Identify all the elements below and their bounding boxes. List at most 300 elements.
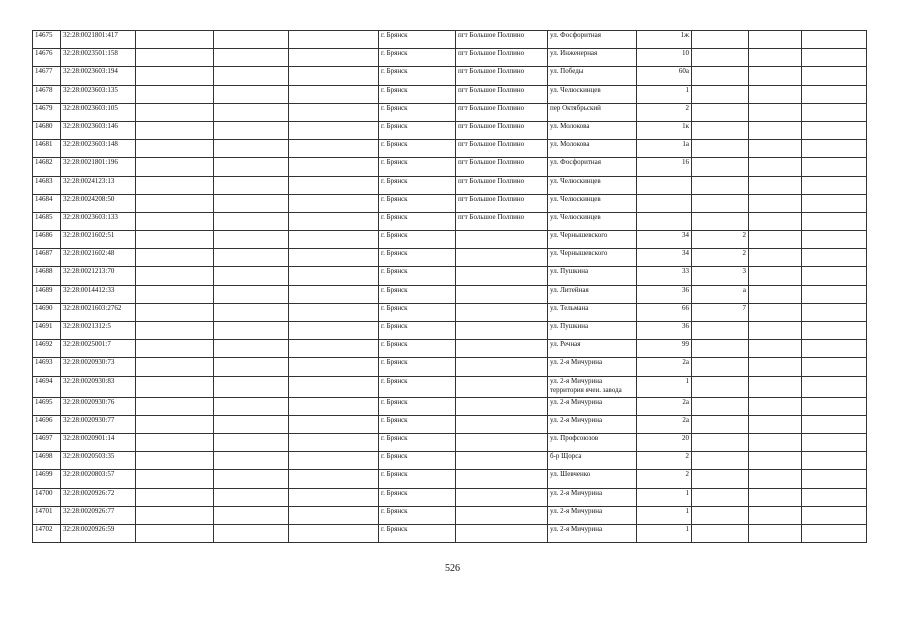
empty-cell bbox=[289, 140, 379, 158]
house-number-cell: 33 bbox=[637, 267, 692, 285]
house-number-cell: 1к bbox=[637, 121, 692, 139]
empty-cell bbox=[214, 285, 289, 303]
row-id-cell: 14694 bbox=[33, 376, 61, 397]
cadastral-number-cell: 32:28:0020930:77 bbox=[61, 415, 136, 433]
table-row bbox=[33, 121, 867, 139]
apartment-cell bbox=[692, 103, 749, 121]
cadastral-number-cell: 32:28:0023603:135 bbox=[61, 85, 136, 103]
registry-table bbox=[32, 30, 867, 543]
row-id-cell: 14684 bbox=[33, 194, 61, 212]
empty-cell bbox=[136, 340, 214, 358]
empty-cell bbox=[749, 452, 802, 470]
cadastral-number-cell: 32:28:0020503:35 bbox=[61, 452, 136, 470]
apartment-cell bbox=[692, 470, 749, 488]
empty-cell bbox=[136, 376, 214, 397]
empty-cell bbox=[802, 176, 867, 194]
empty-cell bbox=[802, 85, 867, 103]
empty-cell bbox=[136, 488, 214, 506]
district-cell: пгт Большое Полпино bbox=[456, 103, 548, 121]
table-row bbox=[33, 140, 867, 158]
page-number: 526 bbox=[445, 563, 460, 574]
apartment-cell bbox=[692, 524, 749, 542]
empty-cell bbox=[289, 249, 379, 267]
city-cell: г. Брянск bbox=[379, 267, 456, 285]
table-row bbox=[33, 452, 867, 470]
street-cell: ул. Пушкина bbox=[548, 322, 637, 340]
empty-cell bbox=[289, 322, 379, 340]
empty-cell bbox=[802, 67, 867, 85]
empty-cell bbox=[214, 415, 289, 433]
empty-cell bbox=[136, 524, 214, 542]
empty-cell bbox=[136, 267, 214, 285]
empty-cell bbox=[214, 358, 289, 376]
empty-cell bbox=[136, 506, 214, 524]
empty-cell bbox=[214, 397, 289, 415]
table-row bbox=[33, 488, 867, 506]
empty-cell bbox=[136, 433, 214, 451]
street-cell: ул. Речная bbox=[548, 340, 637, 358]
house-number-cell: 60а bbox=[637, 67, 692, 85]
empty-cell bbox=[749, 194, 802, 212]
empty-cell bbox=[214, 212, 289, 230]
table-row bbox=[33, 212, 867, 230]
row-id-cell: 14690 bbox=[33, 303, 61, 321]
empty-cell bbox=[214, 103, 289, 121]
empty-cell bbox=[136, 85, 214, 103]
city-cell: г. Брянск bbox=[379, 303, 456, 321]
empty-cell bbox=[749, 31, 802, 49]
district-cell: пгт Большое Полпино bbox=[456, 49, 548, 67]
table-row bbox=[33, 85, 867, 103]
empty-cell bbox=[802, 488, 867, 506]
street-cell: ул. Чернышевского bbox=[548, 249, 637, 267]
street-cell: ул. Челюскинцев bbox=[548, 194, 637, 212]
city-cell: г. Брянск bbox=[379, 452, 456, 470]
empty-cell bbox=[289, 470, 379, 488]
house-number-cell: 34 bbox=[637, 249, 692, 267]
empty-cell bbox=[749, 85, 802, 103]
apartment-cell bbox=[692, 49, 749, 67]
apartment-cell bbox=[692, 397, 749, 415]
row-id-cell: 14702 bbox=[33, 524, 61, 542]
street-cell: ул. Фосфоритная bbox=[548, 31, 637, 49]
empty-cell bbox=[749, 249, 802, 267]
empty-cell bbox=[214, 249, 289, 267]
empty-cell bbox=[214, 433, 289, 451]
empty-cell bbox=[749, 415, 802, 433]
empty-cell bbox=[289, 49, 379, 67]
empty-cell bbox=[136, 176, 214, 194]
city-cell: г. Брянск bbox=[379, 103, 456, 121]
cadastral-number-cell: 32:28:0021602:48 bbox=[61, 249, 136, 267]
city-cell: г. Брянск bbox=[379, 194, 456, 212]
street-cell: б-р Щорса bbox=[548, 452, 637, 470]
house-number-cell: 1 bbox=[637, 506, 692, 524]
empty-cell bbox=[802, 358, 867, 376]
house-number-cell: 2а bbox=[637, 397, 692, 415]
empty-cell bbox=[136, 212, 214, 230]
empty-cell bbox=[802, 103, 867, 121]
empty-cell bbox=[749, 524, 802, 542]
empty-cell bbox=[136, 67, 214, 85]
empty-cell bbox=[802, 397, 867, 415]
city-cell: г. Брянск bbox=[379, 433, 456, 451]
row-id-cell: 14688 bbox=[33, 267, 61, 285]
city-cell: г. Брянск bbox=[379, 322, 456, 340]
district-cell: пгт Большое Полпино bbox=[456, 158, 548, 176]
empty-cell bbox=[289, 212, 379, 230]
district-cell: пгт Большое Полпино bbox=[456, 121, 548, 139]
row-id-cell: 14695 bbox=[33, 397, 61, 415]
district-cell bbox=[456, 397, 548, 415]
table-row bbox=[33, 249, 867, 267]
street-cell: пер Октябрьский bbox=[548, 103, 637, 121]
empty-cell bbox=[214, 194, 289, 212]
empty-cell bbox=[289, 433, 379, 451]
empty-cell bbox=[289, 121, 379, 139]
street-cell: ул. 2-я Мичурина bbox=[548, 397, 637, 415]
row-id-cell: 14683 bbox=[33, 176, 61, 194]
empty-cell bbox=[802, 249, 867, 267]
street-cell: ул. Инженерная bbox=[548, 49, 637, 67]
house-number-cell: 2 bbox=[637, 103, 692, 121]
empty-cell bbox=[214, 231, 289, 249]
apartment-cell bbox=[692, 376, 749, 397]
apartment-cell bbox=[692, 506, 749, 524]
apartment-cell bbox=[692, 212, 749, 230]
empty-cell bbox=[214, 140, 289, 158]
cadastral-number-cell: 32:28:0023603:146 bbox=[61, 121, 136, 139]
street-cell: ул. Литейная bbox=[548, 285, 637, 303]
cadastral-number-cell: 32:28:0021312:5 bbox=[61, 322, 136, 340]
table-row bbox=[33, 524, 867, 542]
district-cell bbox=[456, 506, 548, 524]
empty-cell bbox=[289, 397, 379, 415]
city-cell: г. Брянск bbox=[379, 524, 456, 542]
district-cell bbox=[456, 452, 548, 470]
house-number-cell: 1а bbox=[637, 140, 692, 158]
empty-cell bbox=[289, 415, 379, 433]
empty-cell bbox=[214, 340, 289, 358]
empty-cell bbox=[136, 103, 214, 121]
empty-cell bbox=[136, 31, 214, 49]
empty-cell bbox=[749, 303, 802, 321]
empty-cell bbox=[749, 176, 802, 194]
city-cell: г. Брянск bbox=[379, 176, 456, 194]
house-number-cell bbox=[637, 212, 692, 230]
apartment-cell bbox=[692, 31, 749, 49]
house-number-cell: 1 bbox=[637, 376, 692, 397]
cadastral-number-cell: 32:28:0021602:51 bbox=[61, 231, 136, 249]
empty-cell bbox=[749, 376, 802, 397]
cadastral-number-cell: 32:28:0024208:50 bbox=[61, 194, 136, 212]
district-cell bbox=[456, 470, 548, 488]
empty-cell bbox=[802, 31, 867, 49]
empty-cell bbox=[749, 488, 802, 506]
apartment-cell bbox=[692, 433, 749, 451]
empty-cell bbox=[802, 231, 867, 249]
empty-cell bbox=[214, 49, 289, 67]
table-row bbox=[33, 433, 867, 451]
empty-cell bbox=[289, 452, 379, 470]
cadastral-number-cell: 32:28:0023603:148 bbox=[61, 140, 136, 158]
empty-cell bbox=[289, 85, 379, 103]
house-number-cell: 1 bbox=[637, 488, 692, 506]
empty-cell bbox=[802, 285, 867, 303]
table-row bbox=[33, 194, 867, 212]
empty-cell bbox=[289, 358, 379, 376]
city-cell: г. Брянск bbox=[379, 249, 456, 267]
house-number-cell: 36 bbox=[637, 285, 692, 303]
empty-cell bbox=[289, 488, 379, 506]
table-row bbox=[33, 376, 867, 397]
district-cell bbox=[456, 376, 548, 397]
row-id-cell: 14685 bbox=[33, 212, 61, 230]
city-cell: г. Брянск bbox=[379, 85, 456, 103]
empty-cell bbox=[802, 415, 867, 433]
empty-cell bbox=[214, 267, 289, 285]
row-id-cell: 14679 bbox=[33, 103, 61, 121]
apartment-cell bbox=[692, 140, 749, 158]
street-cell: ул. Победы bbox=[548, 67, 637, 85]
cadastral-number-cell: 32:28:0020926:77 bbox=[61, 506, 136, 524]
empty-cell bbox=[136, 415, 214, 433]
street-cell: ул. Челюскинцев bbox=[548, 176, 637, 194]
empty-cell bbox=[749, 158, 802, 176]
district-cell bbox=[456, 433, 548, 451]
district-cell bbox=[456, 524, 548, 542]
empty-cell bbox=[749, 358, 802, 376]
empty-cell bbox=[802, 524, 867, 542]
empty-cell bbox=[802, 212, 867, 230]
street-cell: ул. Молокова bbox=[548, 121, 637, 139]
city-cell: г. Брянск bbox=[379, 488, 456, 506]
cadastral-number-cell: 32:28:0023603:105 bbox=[61, 103, 136, 121]
empty-cell bbox=[749, 231, 802, 249]
cadastral-number-cell: 32:28:0021801:196 bbox=[61, 158, 136, 176]
house-number-cell: 99 bbox=[637, 340, 692, 358]
table-row bbox=[33, 31, 867, 49]
empty-cell bbox=[289, 194, 379, 212]
street-cell: ул. Молокова bbox=[548, 140, 637, 158]
row-id-cell: 14680 bbox=[33, 121, 61, 139]
apartment-cell bbox=[692, 322, 749, 340]
table-row bbox=[33, 67, 867, 85]
house-number-cell bbox=[637, 176, 692, 194]
row-id-cell: 14675 bbox=[33, 31, 61, 49]
district-cell: пгт Большое Полпино bbox=[456, 176, 548, 194]
empty-cell bbox=[136, 322, 214, 340]
empty-cell bbox=[214, 376, 289, 397]
apartment-cell: 3 bbox=[692, 267, 749, 285]
house-number-cell: 20 bbox=[637, 433, 692, 451]
street-cell: ул. Челюскинцев bbox=[548, 85, 637, 103]
table-row bbox=[33, 470, 867, 488]
table-row bbox=[33, 176, 867, 194]
cadastral-number-cell: 32:28:0021801:417 bbox=[61, 31, 136, 49]
empty-cell bbox=[136, 140, 214, 158]
empty-cell bbox=[214, 176, 289, 194]
empty-cell bbox=[802, 470, 867, 488]
apartment-cell bbox=[692, 67, 749, 85]
empty-cell bbox=[289, 303, 379, 321]
empty-cell bbox=[802, 340, 867, 358]
empty-cell bbox=[136, 49, 214, 67]
row-id-cell: 14689 bbox=[33, 285, 61, 303]
house-number-cell: 2а bbox=[637, 358, 692, 376]
empty-cell bbox=[749, 49, 802, 67]
empty-cell bbox=[802, 322, 867, 340]
street-cell: ул. Тельмана bbox=[548, 303, 637, 321]
apartment-cell: 2 bbox=[692, 231, 749, 249]
empty-cell bbox=[289, 340, 379, 358]
row-id-cell: 14692 bbox=[33, 340, 61, 358]
empty-cell bbox=[289, 506, 379, 524]
empty-cell bbox=[214, 67, 289, 85]
house-number-cell: 1ж bbox=[637, 31, 692, 49]
row-id-cell: 14678 bbox=[33, 85, 61, 103]
cadastral-number-cell: 32:28:0020926:59 bbox=[61, 524, 136, 542]
empty-cell bbox=[289, 376, 379, 397]
empty-cell bbox=[749, 397, 802, 415]
empty-cell bbox=[289, 67, 379, 85]
street-cell: ул. Пушкина bbox=[548, 267, 637, 285]
row-id-cell: 14696 bbox=[33, 415, 61, 433]
house-number-cell: 34 bbox=[637, 231, 692, 249]
row-id-cell: 14687 bbox=[33, 249, 61, 267]
city-cell: г. Брянск bbox=[379, 158, 456, 176]
empty-cell bbox=[802, 121, 867, 139]
cadastral-number-cell: 32:28:0020926:72 bbox=[61, 488, 136, 506]
street-cell: ул. 2-я Мичурина bbox=[548, 488, 637, 506]
cadastral-number-cell: 32:28:0024123:13 bbox=[61, 176, 136, 194]
table-row bbox=[33, 303, 867, 321]
empty-cell bbox=[214, 470, 289, 488]
cadastral-number-cell: 32:28:0023501:158 bbox=[61, 49, 136, 67]
empty-cell bbox=[802, 303, 867, 321]
empty-cell bbox=[214, 85, 289, 103]
district-cell bbox=[456, 488, 548, 506]
house-number-cell: 1 bbox=[637, 524, 692, 542]
house-number-cell: 2 bbox=[637, 470, 692, 488]
empty-cell bbox=[136, 470, 214, 488]
table-row bbox=[33, 49, 867, 67]
empty-cell bbox=[136, 194, 214, 212]
row-id-cell: 14677 bbox=[33, 67, 61, 85]
district-cell bbox=[456, 231, 548, 249]
district-cell bbox=[456, 285, 548, 303]
cadastral-number-cell: 32:28:0020930:83 bbox=[61, 376, 136, 397]
empty-cell bbox=[802, 194, 867, 212]
table-row bbox=[33, 322, 867, 340]
empty-cell bbox=[289, 176, 379, 194]
cadastral-number-cell: 32:28:0025001:7 bbox=[61, 340, 136, 358]
street-cell: ул. 2-я Мичурина bbox=[548, 358, 637, 376]
street-cell: ул. Фосфоритная bbox=[548, 158, 637, 176]
street-cell: ул. Челюскинцев bbox=[548, 212, 637, 230]
house-number-cell: 1 bbox=[637, 85, 692, 103]
empty-cell bbox=[749, 506, 802, 524]
district-cell bbox=[456, 415, 548, 433]
city-cell: г. Брянск bbox=[379, 231, 456, 249]
apartment-cell bbox=[692, 194, 749, 212]
empty-cell bbox=[214, 303, 289, 321]
empty-cell bbox=[802, 158, 867, 176]
district-cell bbox=[456, 249, 548, 267]
city-cell: г. Брянск bbox=[379, 340, 456, 358]
city-cell: г. Брянск bbox=[379, 67, 456, 85]
empty-cell bbox=[136, 285, 214, 303]
district-cell: пгт Большое Полпино bbox=[456, 67, 548, 85]
cadastral-number-cell: 32:28:0020930:73 bbox=[61, 358, 136, 376]
empty-cell bbox=[214, 322, 289, 340]
house-number-cell: 2 bbox=[637, 452, 692, 470]
empty-cell bbox=[802, 140, 867, 158]
district-cell bbox=[456, 267, 548, 285]
cadastral-number-cell: 32:28:0020901:14 bbox=[61, 433, 136, 451]
table-row bbox=[33, 267, 867, 285]
table-body bbox=[33, 31, 867, 543]
empty-cell bbox=[136, 452, 214, 470]
empty-cell bbox=[289, 231, 379, 249]
table-row bbox=[33, 340, 867, 358]
empty-cell bbox=[749, 470, 802, 488]
house-number-cell: 66 bbox=[637, 303, 692, 321]
city-cell: г. Брянск bbox=[379, 376, 456, 397]
table-row bbox=[33, 103, 867, 121]
city-cell: г. Брянск bbox=[379, 470, 456, 488]
district-cell bbox=[456, 322, 548, 340]
empty-cell bbox=[802, 506, 867, 524]
city-cell: г. Брянск bbox=[379, 397, 456, 415]
empty-cell bbox=[802, 433, 867, 451]
apartment-cell bbox=[692, 176, 749, 194]
table-row bbox=[33, 231, 867, 249]
cadastral-number-cell: 32:28:0020930:76 bbox=[61, 397, 136, 415]
district-cell bbox=[456, 340, 548, 358]
table-row bbox=[33, 358, 867, 376]
district-cell: пгт Большое Полпино bbox=[456, 212, 548, 230]
cadastral-number-cell: 32:28:0014412:33 bbox=[61, 285, 136, 303]
street-cell: ул. Профсоюзов bbox=[548, 433, 637, 451]
row-id-cell: 14681 bbox=[33, 140, 61, 158]
empty-cell bbox=[136, 397, 214, 415]
district-cell: пгт Большое Полпино bbox=[456, 31, 548, 49]
row-id-cell: 14676 bbox=[33, 49, 61, 67]
empty-cell bbox=[214, 158, 289, 176]
street-cell: ул. 2-я Мичурина bbox=[548, 506, 637, 524]
empty-cell bbox=[136, 158, 214, 176]
house-number-cell: 36 bbox=[637, 322, 692, 340]
street-cell: ул. 2-я Мичурина bbox=[548, 524, 637, 542]
empty-cell bbox=[214, 31, 289, 49]
district-cell bbox=[456, 303, 548, 321]
district-cell: пгт Большое Полпино bbox=[456, 85, 548, 103]
city-cell: г. Брянск bbox=[379, 140, 456, 158]
street-cell: ул. Чернышевского bbox=[548, 231, 637, 249]
house-number-cell: 10 bbox=[637, 49, 692, 67]
apartment-cell bbox=[692, 488, 749, 506]
cadastral-number-cell: 32:28:0021603:2762 bbox=[61, 303, 136, 321]
empty-cell bbox=[214, 452, 289, 470]
table-row bbox=[33, 506, 867, 524]
empty-cell bbox=[802, 49, 867, 67]
empty-cell bbox=[749, 322, 802, 340]
empty-cell bbox=[214, 488, 289, 506]
city-cell: г. Брянск bbox=[379, 31, 456, 49]
city-cell: г. Брянск bbox=[379, 506, 456, 524]
empty-cell bbox=[136, 249, 214, 267]
